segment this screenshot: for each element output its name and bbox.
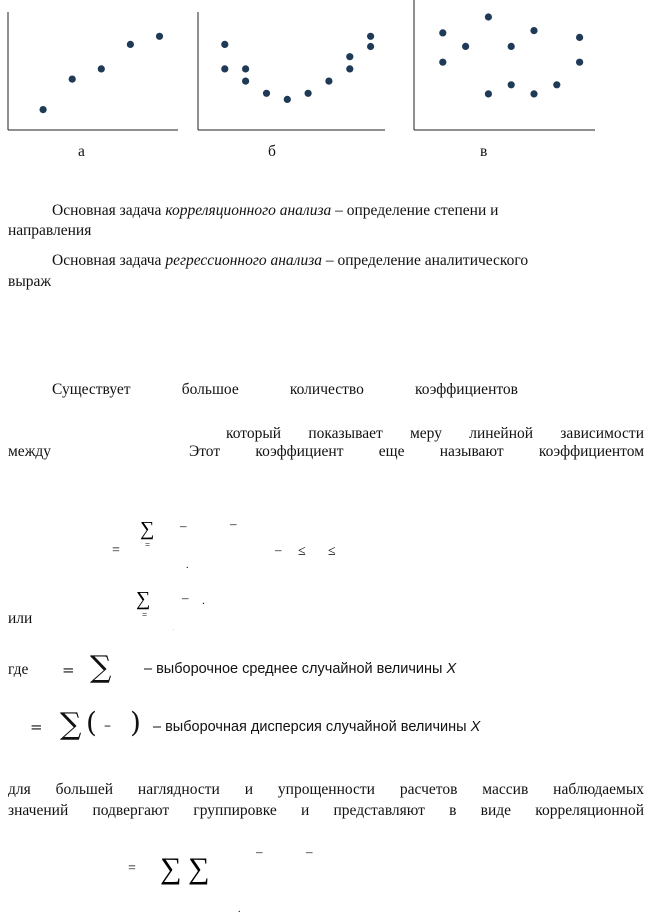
leq-sign: ≤ — [328, 544, 336, 559]
paragraph-correlation-line1 — [52, 202, 498, 220]
paragraph-regression-line1 — [52, 252, 528, 270]
data-point — [221, 41, 228, 48]
sample-variance-description — [153, 719, 480, 735]
minus-sign: – — [275, 542, 282, 557]
scatter-plot-a — [8, 12, 178, 130]
minus-sign: – — [104, 718, 111, 734]
data-point — [576, 59, 583, 66]
equals-sign: = — [128, 861, 136, 876]
data-point — [156, 33, 163, 40]
or-label: или — [8, 610, 33, 627]
formula-grouped-correlation — [110, 834, 410, 914]
data-point — [40, 106, 47, 113]
figure-label-v: в — [480, 143, 488, 160]
minus-sign: – — [230, 516, 237, 531]
paragraph-grouping-line1: для большей наглядности и упрощенности расчетов массив наблюдаемых — [8, 781, 644, 798]
data-point — [530, 90, 537, 97]
paragraph-prefix: Основная задача — [52, 252, 166, 269]
paragraph-grouping-line2: значений подвергают группировке и представляют в виде корреляционной — [8, 802, 644, 819]
paragraph-also-called: Этот коэффициент еще называют коэффициентом — [189, 443, 644, 460]
data-point — [325, 78, 332, 85]
sum-symbol: ∑ — [136, 588, 151, 610]
sum-symbol: ∑ — [160, 852, 182, 885]
description-text: – выборочная дисперсия случайной величины — [153, 719, 467, 735]
paragraph-prefix: Основная задача — [52, 202, 166, 219]
data-point — [485, 13, 492, 20]
sum-lower-limit: = — [142, 610, 148, 620]
dot: . — [172, 623, 175, 630]
data-point — [553, 81, 560, 88]
minus-sign: – — [182, 590, 189, 605]
equals-sign: = — [112, 543, 120, 558]
paragraph-rest: – определение аналитического — [322, 252, 529, 269]
where-label: где — [8, 661, 29, 678]
right-paren: ) — [130, 706, 141, 739]
data-point — [485, 90, 492, 97]
data-point — [439, 29, 446, 36]
paragraph-rest: – определение степени и — [331, 202, 499, 219]
data-point — [127, 41, 134, 48]
term-correlation-analysis: корреляционного анализа — [165, 202, 332, 219]
paragraph-correlation-line2: направления — [8, 222, 92, 239]
paragraph-linear-dependence: который показывает меру линейной зависимости — [226, 425, 644, 442]
data-point — [439, 59, 446, 66]
sum-symbol: ∑ — [90, 650, 112, 685]
data-point — [263, 90, 270, 97]
data-point — [69, 76, 76, 83]
equals-sign: = — [30, 718, 43, 736]
scatter-plot-v — [414, 0, 595, 130]
data-point — [305, 90, 312, 97]
paragraph-between: между — [8, 443, 52, 460]
description-text: – выборочное среднее случайной величины — [144, 661, 443, 677]
scatter-plot-b — [198, 12, 385, 130]
variable-x: X — [446, 661, 457, 677]
paragraph-regression-line2: выраж — [8, 273, 52, 290]
figure-label-a: а — [78, 143, 85, 160]
leq-sign: ≤ — [298, 544, 306, 559]
dot: . — [202, 593, 205, 607]
formula-correlation-coefficient — [100, 510, 500, 630]
dot: . — [186, 560, 189, 571]
variable-x: X — [470, 719, 481, 735]
sum-symbol: ∑ — [140, 518, 155, 540]
minus-sign: – — [306, 844, 313, 859]
sum-symbol: ∑ — [60, 707, 82, 742]
term-regression-analysis: регрессионного анализа — [165, 252, 322, 269]
data-point — [284, 96, 291, 103]
figure-label-b: б — [268, 143, 276, 160]
paragraph-coefficients: Существует большое количество коэффициентов — [52, 381, 518, 398]
data-point — [508, 43, 515, 50]
data-point — [98, 65, 105, 72]
data-point — [367, 43, 374, 50]
data-point — [221, 65, 228, 72]
data-point — [508, 81, 515, 88]
left-paren: ( — [86, 706, 97, 739]
sum-lower-limit: = — [145, 540, 151, 550]
data-point — [576, 34, 583, 41]
scatter-figures — [0, 0, 647, 160]
minus-sign: – — [256, 844, 263, 859]
dot: . — [238, 904, 241, 914]
data-point — [346, 65, 353, 72]
data-point — [242, 65, 249, 72]
data-point — [242, 78, 249, 85]
equals-sign: = — [62, 661, 75, 679]
data-point — [462, 43, 469, 50]
data-point — [346, 53, 353, 60]
minus-sign: – — [180, 518, 187, 533]
data-point — [530, 27, 537, 34]
sample-mean-description — [144, 661, 456, 677]
sum-symbol: ∑ — [188, 852, 210, 885]
data-point — [367, 33, 374, 40]
